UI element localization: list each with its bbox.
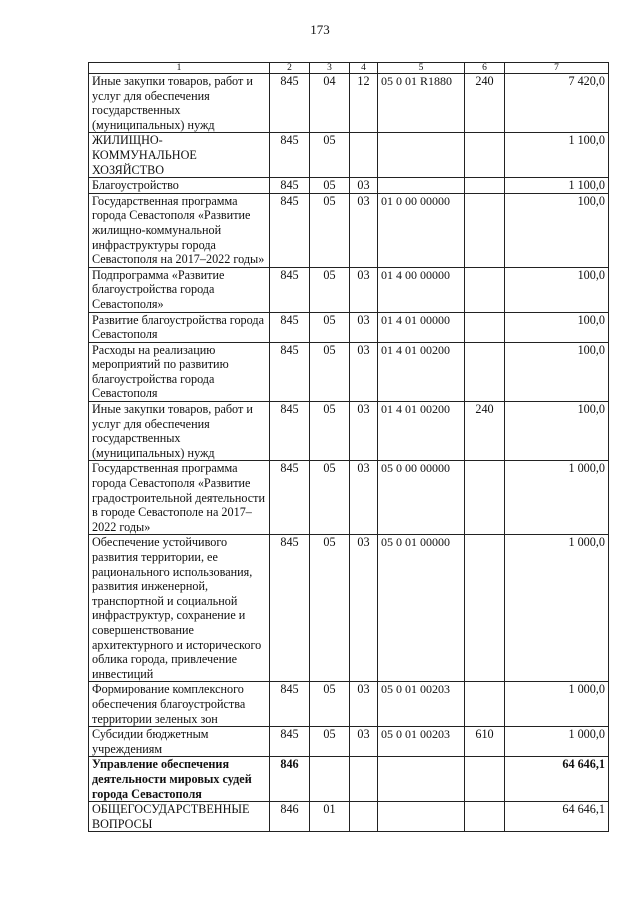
column-header-4: 4 <box>350 63 378 74</box>
row-target-article-cell: 01 0 00 00000 <box>378 193 465 267</box>
row-target-article-cell: 05 0 00 00000 <box>378 461 465 535</box>
row-name-cell: Развитие благоустройства города Севастополя <box>89 312 270 342</box>
page-number: 173 <box>310 22 330 37</box>
table-row <box>89 267 609 312</box>
column-header-5: 5 <box>378 63 465 74</box>
row-section-cell: 01 <box>310 802 350 832</box>
row-subsection-cell <box>350 757 378 802</box>
row-amount-cell: 64 646,1 <box>505 757 609 802</box>
row-section-cell: 05 <box>310 682 350 727</box>
row-name-cell: Управление обеспечения деятельности мировых судей города Севастополя <box>89 757 270 802</box>
row-subsection-cell: 03 <box>350 535 378 682</box>
row-section-cell: 05 <box>310 461 350 535</box>
budget-table <box>88 62 609 832</box>
column-header-3: 3 <box>310 63 350 74</box>
row-ministry-code-cell: 845 <box>270 193 310 267</box>
row-subsection-cell <box>350 133 378 178</box>
row-target-article-cell <box>378 133 465 178</box>
row-section-cell: 05 <box>310 727 350 757</box>
row-subsection-cell: 03 <box>350 402 378 461</box>
row-name-cell: ОБЩЕГОСУДАРСТВЕННЫЕ ВОПРОСЫ <box>89 802 270 832</box>
row-ministry-code-cell: 845 <box>270 402 310 461</box>
row-amount-cell: 1 100,0 <box>505 133 609 178</box>
row-expense-type-cell: 610 <box>465 727 505 757</box>
column-header-1: 1 <box>89 63 270 74</box>
row-amount-cell: 1 000,0 <box>505 682 609 727</box>
row-ministry-code-cell: 845 <box>270 727 310 757</box>
row-section-cell: 05 <box>310 178 350 194</box>
row-expense-type-cell <box>465 133 505 178</box>
row-target-article-cell: 01 4 01 00200 <box>378 342 465 401</box>
row-amount-cell: 1 000,0 <box>505 727 609 757</box>
table-row <box>89 178 609 194</box>
row-expense-type-cell <box>465 802 505 832</box>
row-amount-cell: 1 000,0 <box>505 535 609 682</box>
table-row <box>89 402 609 461</box>
row-amount-cell: 7 420,0 <box>505 74 609 133</box>
row-expense-type-cell <box>465 535 505 682</box>
table-row <box>89 193 609 267</box>
row-section-cell: 05 <box>310 342 350 401</box>
table-row <box>89 802 609 832</box>
row-name-cell: Субсидии бюджетным учреждениям <box>89 727 270 757</box>
row-subsection-cell: 12 <box>350 74 378 133</box>
row-section-cell: 05 <box>310 267 350 312</box>
row-name-cell: ЖИЛИЩНО-КОММУНАЛЬНОЕ ХОЗЯЙСТВО <box>89 133 270 178</box>
row-name-cell: Благоустройство <box>89 178 270 194</box>
row-ministry-code-cell: 845 <box>270 74 310 133</box>
table-row <box>89 535 609 682</box>
row-section-cell: 05 <box>310 402 350 461</box>
row-ministry-code-cell: 845 <box>270 682 310 727</box>
row-target-article-cell <box>378 757 465 802</box>
column-header-7: 7 <box>505 63 609 74</box>
table-row <box>89 757 609 802</box>
row-name-cell: Государственная программа города Севастополя «Развитие жилищно-коммунальной инфраструктуры города Севастополя на 2017–2022 годы» <box>89 193 270 267</box>
row-ministry-code-cell: 845 <box>270 267 310 312</box>
row-amount-cell: 100,0 <box>505 342 609 401</box>
row-expense-type-cell <box>465 461 505 535</box>
table-row <box>89 312 609 342</box>
row-target-article-cell: 05 0 01 00203 <box>378 727 465 757</box>
row-subsection-cell: 03 <box>350 193 378 267</box>
row-target-article-cell: 05 0 01 00203 <box>378 682 465 727</box>
row-target-article-cell: 05 0 01 R1880 <box>378 74 465 133</box>
row-name-cell: Обеспечение устойчивого развития территории, ее рационального использования, развития инженерной, транспортной и социальной инфраструктур, сохранение и совершенствование архитектурного и исторического облика города, привлечение инвестиций <box>89 535 270 682</box>
row-amount-cell: 64 646,1 <box>505 802 609 832</box>
row-expense-type-cell <box>465 178 505 194</box>
row-amount-cell: 1 100,0 <box>505 178 609 194</box>
row-ministry-code-cell: 845 <box>270 133 310 178</box>
row-section-cell: 05 <box>310 133 350 178</box>
row-section-cell: 05 <box>310 535 350 682</box>
row-target-article-cell: 05 0 01 00000 <box>378 535 465 682</box>
row-target-article-cell: 01 4 01 00000 <box>378 312 465 342</box>
table-row <box>89 342 609 401</box>
row-subsection-cell: 03 <box>350 461 378 535</box>
row-name-cell: Иные закупки товаров, работ и услуг для обеспечения государственных (муниципальных) нужд <box>89 402 270 461</box>
row-expense-type-cell <box>465 682 505 727</box>
row-ministry-code-cell: 845 <box>270 461 310 535</box>
row-ministry-code-cell: 845 <box>270 535 310 682</box>
table-row <box>89 461 609 535</box>
row-name-cell: Государственная программа города Севастополя «Развитие градостроительной деятельности в городе Севастополе на 2017–2022 годы» <box>89 461 270 535</box>
row-expense-type-cell: 240 <box>465 402 505 461</box>
table-row <box>89 682 609 727</box>
column-header-2: 2 <box>270 63 310 74</box>
row-expense-type-cell <box>465 757 505 802</box>
row-expense-type-cell <box>465 193 505 267</box>
row-target-article-cell <box>378 802 465 832</box>
row-amount-cell: 100,0 <box>505 312 609 342</box>
row-expense-type-cell <box>465 342 505 401</box>
row-target-article-cell: 01 4 00 00000 <box>378 267 465 312</box>
row-subsection-cell <box>350 802 378 832</box>
row-subsection-cell: 03 <box>350 267 378 312</box>
column-header-6: 6 <box>465 63 505 74</box>
row-name-cell: Расходы на реализацию мероприятий по развитию благоустройства города Севастополя <box>89 342 270 401</box>
row-subsection-cell: 03 <box>350 312 378 342</box>
row-amount-cell: 1 000,0 <box>505 461 609 535</box>
row-ministry-code-cell: 845 <box>270 312 310 342</box>
row-amount-cell: 100,0 <box>505 402 609 461</box>
row-expense-type-cell <box>465 312 505 342</box>
row-subsection-cell: 03 <box>350 342 378 401</box>
row-expense-type-cell: 240 <box>465 74 505 133</box>
row-ministry-code-cell: 845 <box>270 178 310 194</box>
row-name-cell: Иные закупки товаров, работ и услуг для обеспечения государственных (муниципальных) нужд <box>89 74 270 133</box>
row-target-article-cell: 01 4 01 00200 <box>378 402 465 461</box>
row-ministry-code-cell: 846 <box>270 757 310 802</box>
table-row <box>89 727 609 757</box>
row-expense-type-cell <box>465 267 505 312</box>
row-subsection-cell: 03 <box>350 682 378 727</box>
table-header-row <box>89 63 609 74</box>
row-subsection-cell: 03 <box>350 727 378 757</box>
row-section-cell: 05 <box>310 312 350 342</box>
table-row <box>89 74 609 133</box>
row-target-article-cell <box>378 178 465 194</box>
row-name-cell: Формирование комплексного обеспечения благоустройства территории зеленых зон <box>89 682 270 727</box>
row-section-cell <box>310 757 350 802</box>
table-row <box>89 133 609 178</box>
row-amount-cell: 100,0 <box>505 193 609 267</box>
row-amount-cell: 100,0 <box>505 267 609 312</box>
row-name-cell: Подпрограмма «Развитие благоустройства города Севастополя» <box>89 267 270 312</box>
row-subsection-cell: 03 <box>350 178 378 194</box>
row-section-cell: 04 <box>310 74 350 133</box>
row-ministry-code-cell: 845 <box>270 342 310 401</box>
row-section-cell: 05 <box>310 193 350 267</box>
row-ministry-code-cell: 846 <box>270 802 310 832</box>
